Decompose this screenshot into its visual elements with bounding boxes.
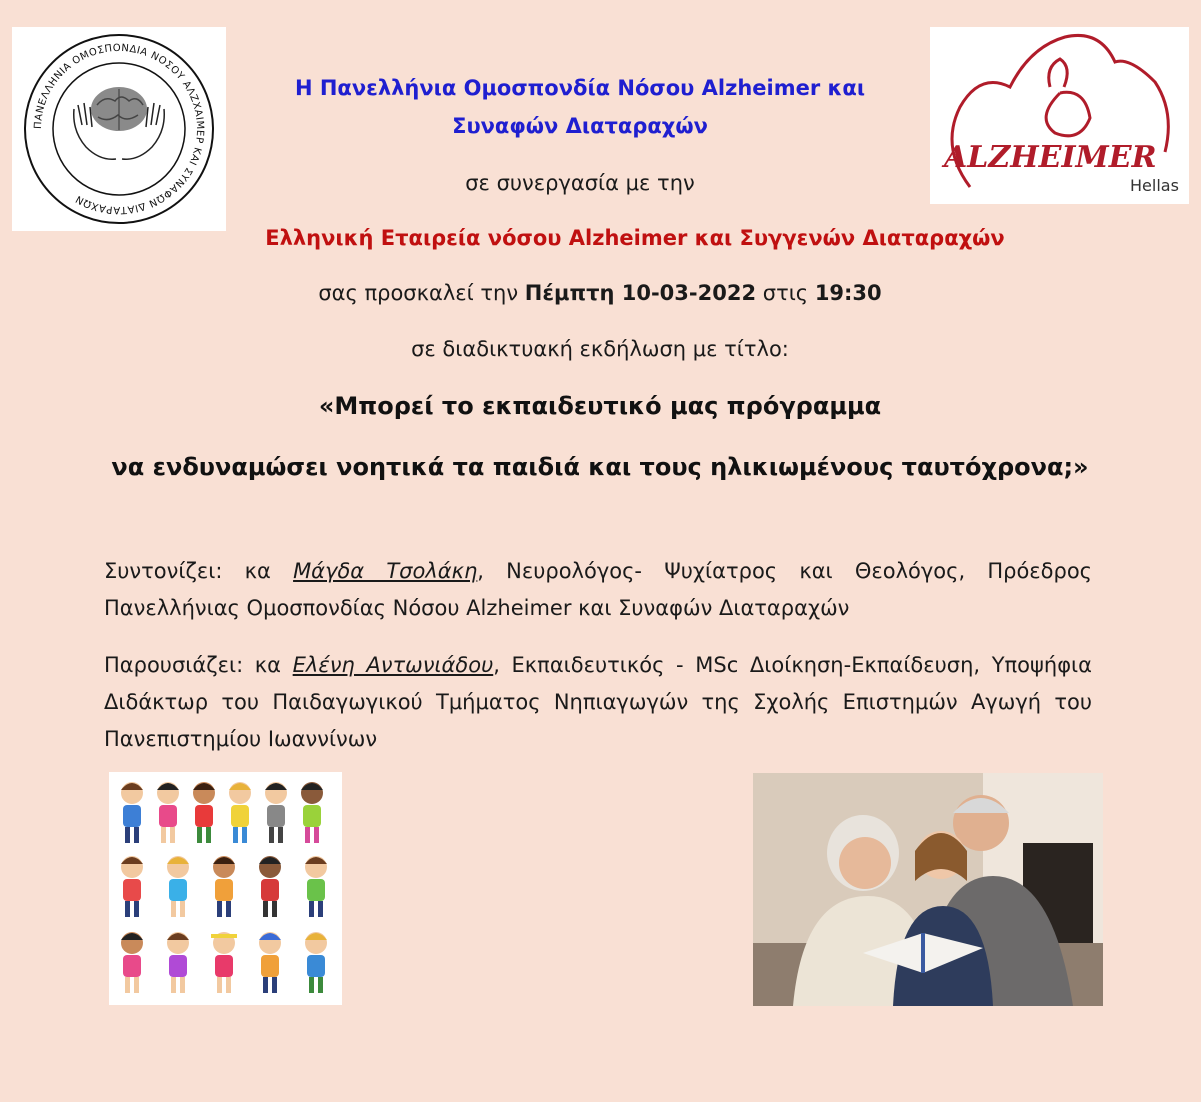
coordinator-paragraph [104,553,1092,627]
presenter-paragraph [104,647,1092,758]
alzheimer-hellas-logo [930,27,1189,204]
cooperation-text: σε συνεργασία με την [465,171,695,195]
grandparents-reading-photo [753,773,1103,1006]
federation-line-1: Η Πανελλήνια Ομοσπονδία Νόσου Alzheimer και [294,76,866,100]
event-title-line-1: «Μπορεί το εκπαιδευτικό μας πρόγραμμα [318,392,882,420]
children-illustration [109,772,342,1005]
society-name: Ελληνική Εταιρεία νόσου Alzheimer και Συγγενών Διαταραχών [265,226,1005,250]
brain-icon [91,87,147,131]
logo-word: ALZHEIMER [944,140,1157,175]
invite-line [150,281,1050,305]
logo-ring-text: ΠΑΝΕΛΛΗΝΙΑ ΟΜΟΣΠΟΝΔΙΑ ΝΟΣΟΥ ΑΛΖΧΑΙΜΕΡ ΚΑΙ ΣΥΝΑΦΩΝ ΔΙΑΤΑΡΑΧΩΝ [32,42,206,216]
logo-sub: Hellas [1130,176,1179,195]
invite-time: 19:30 [814,281,882,305]
coordinator-name: Μάγδα Τσολάκη [293,559,478,583]
invite-prefix: σας προσκαλεί την [318,281,525,305]
presenter-label: Παρουσιάζει: κα [104,653,293,677]
invite-mid: στις [756,281,815,305]
event-intro: σε διαδικτυακή εκδήλωση με τίτλο: [411,337,789,361]
presenter-name: Ελένη Αντωνιάδου [292,653,494,677]
federation-line-2: Συναφών Διαταραχών [452,114,708,138]
coordinator-label: Συντονίζει: κα [104,559,294,583]
presenter-desc: , Εκπαιδευτικός - MSc Διοίκηση-Εκπαίδευση, Υποψήφια Διδάκτωρ του Παιδαγωγικού Τμήματος Νηπιαγωγών της Σχολής Επιστημών Αγωγή του Πανεπιστημίου Ιωαννίνων [104,653,1092,751]
event-title-line-2: να ενδυναμώσει νοητικά τα παιδιά και τους ηλικιωμένους ταυτόχρονα;» [111,453,1089,481]
children-figures [121,782,327,993]
invite-date: Πέμπτη 10-03-2022 [524,281,757,305]
federation-logo [12,27,226,231]
coordinator-desc: , Νευρολόγος- Ψυχίατρος και Θεολόγος, Πρόεδρος Πανελλήνιας Ομοσπονδίας Νόσου Alzheimer και Συναφών Διαταραχών [104,559,1092,620]
